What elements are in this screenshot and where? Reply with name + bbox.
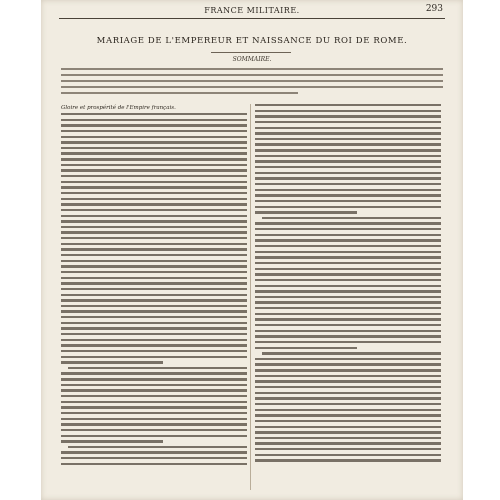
text-line: [255, 307, 441, 309]
text-line: [255, 392, 441, 394]
text-line: [255, 296, 441, 298]
text-line: [262, 352, 441, 354]
text-line: [61, 237, 247, 239]
text-line: [255, 431, 441, 433]
text-line: [255, 397, 441, 399]
text-line: [255, 245, 441, 247]
text-line: [255, 228, 441, 230]
text-line: [68, 446, 247, 448]
text-line: [255, 375, 441, 377]
text-line: [255, 426, 441, 428]
text-line: [61, 350, 247, 352]
text-line: [255, 442, 441, 444]
text-line: [255, 222, 441, 224]
text-line: [61, 186, 247, 188]
text-line: [61, 209, 247, 211]
text-line: [61, 384, 247, 386]
text-line: [255, 285, 441, 287]
text-line: [61, 215, 247, 217]
text-line: [61, 423, 247, 425]
title-rule: [211, 52, 291, 53]
text-line: [61, 203, 247, 205]
text-line: [255, 132, 441, 134]
text-line: [61, 356, 247, 358]
text-line: [61, 271, 247, 273]
text-line: [255, 341, 441, 343]
text-line: [61, 152, 247, 154]
text-line: [61, 344, 247, 346]
text-line: [255, 437, 441, 439]
text-line: [255, 409, 441, 411]
text-line: [255, 206, 441, 208]
text-line: [61, 457, 247, 459]
text-line: [255, 290, 441, 292]
text-line: [61, 310, 247, 312]
text-line: [61, 418, 247, 420]
text-line: [61, 243, 247, 245]
text-line: [255, 279, 441, 281]
text-line: [61, 136, 247, 138]
right-column: [255, 104, 441, 492]
text-line: [61, 316, 247, 318]
text-line: [255, 358, 441, 360]
text-line: [255, 183, 441, 185]
text-line: [255, 420, 441, 422]
text-line: [255, 386, 441, 388]
text-line: [255, 459, 441, 461]
text-line: [255, 414, 441, 416]
text-line: [255, 363, 441, 365]
text-line: [255, 172, 441, 174]
text-line: [61, 158, 247, 160]
text-line: [61, 164, 247, 166]
text-line: [255, 251, 441, 253]
text-line: [255, 104, 441, 106]
text-line: [61, 277, 247, 279]
text-line: [61, 327, 247, 329]
text-line: [61, 147, 247, 149]
text-line: [61, 294, 247, 296]
text-line: [61, 175, 247, 177]
text-line: [255, 403, 441, 405]
text-line: [255, 318, 441, 320]
text-line: [255, 256, 441, 258]
text-line: [255, 347, 357, 349]
document-page: [41, 0, 463, 500]
text-line: [61, 299, 247, 301]
text-line: [61, 169, 247, 171]
text-line: [61, 395, 247, 397]
text-line: [61, 220, 247, 222]
right-column-body: [255, 104, 441, 462]
text-line: [61, 435, 247, 437]
text-line: [61, 248, 247, 250]
text-line: [61, 389, 247, 391]
text-line: [255, 143, 441, 145]
text-line: [61, 333, 247, 335]
text-line: [61, 372, 247, 374]
left-column-body: [61, 113, 247, 465]
text-line: [255, 160, 441, 162]
summary-text-line: [61, 92, 298, 94]
text-line: [255, 110, 441, 112]
text-line: [61, 265, 247, 267]
running-head: FRANCE MILITAIRE.: [204, 6, 300, 15]
summary-text-line: [61, 68, 443, 70]
text-line: [255, 324, 441, 326]
text-line: [61, 463, 247, 465]
summary-text-line: [61, 74, 443, 76]
text-line: [255, 239, 441, 241]
summary-text-line: [61, 80, 443, 82]
text-line: [255, 211, 357, 213]
text-line: [255, 127, 441, 129]
column-divider: [250, 104, 251, 490]
text-line: [61, 181, 247, 183]
text-line: [61, 451, 247, 453]
text-line: [255, 454, 441, 456]
text-line: [255, 138, 441, 140]
text-line: [255, 301, 441, 303]
text-line: [61, 282, 247, 284]
text-line: [255, 200, 441, 202]
text-line: [255, 194, 441, 196]
text-line: [61, 412, 247, 414]
text-line: [61, 130, 247, 132]
text-line: [255, 155, 441, 157]
text-line: [255, 166, 441, 168]
text-line: [255, 149, 441, 151]
text-line: [255, 335, 441, 337]
text-line: [255, 369, 441, 371]
text-line: [255, 448, 441, 450]
summary-label: SOMMAIRE.: [232, 56, 272, 63]
text-line: [61, 339, 247, 341]
text-line: [61, 141, 247, 143]
text-line: [61, 192, 247, 194]
text-line: [255, 177, 441, 179]
text-line: [61, 254, 247, 256]
text-line: [255, 189, 441, 191]
text-line: [61, 378, 247, 380]
text-line: [61, 401, 247, 403]
text-line: [255, 273, 441, 275]
page-number: 293: [425, 4, 443, 14]
text-line: [255, 380, 441, 382]
text-line: [61, 288, 247, 290]
header-rule: [59, 18, 445, 19]
text-line: [61, 361, 163, 363]
text-line: [255, 268, 441, 270]
text-line: [61, 113, 247, 115]
text-line: [61, 305, 247, 307]
text-line: [61, 440, 163, 442]
text-line: [61, 406, 247, 408]
text-line: [61, 198, 247, 200]
text-line: [68, 367, 247, 369]
text-line: [61, 226, 247, 228]
text-line: [255, 115, 441, 117]
left-column: [61, 104, 247, 492]
text-line: [255, 313, 441, 315]
left-column-lead: Gloire et prospérité de l'Empire français.: [61, 105, 176, 111]
summary-text-line: [61, 86, 443, 88]
text-line: [255, 234, 441, 236]
text-line: [255, 330, 441, 332]
text-line: [61, 429, 247, 431]
summary-paragraph: [61, 64, 443, 98]
text-line: [61, 231, 247, 233]
text-line: [61, 260, 247, 262]
text-line: [255, 121, 441, 123]
text-line: [262, 217, 441, 219]
text-line: [61, 119, 247, 121]
text-line: [61, 124, 247, 126]
article-title: MARIAGE DE L'EMPEREUR ET NAISSANCE DU ROI DE ROME.: [96, 36, 408, 46]
text-line: [255, 262, 441, 264]
text-line: [61, 322, 247, 324]
